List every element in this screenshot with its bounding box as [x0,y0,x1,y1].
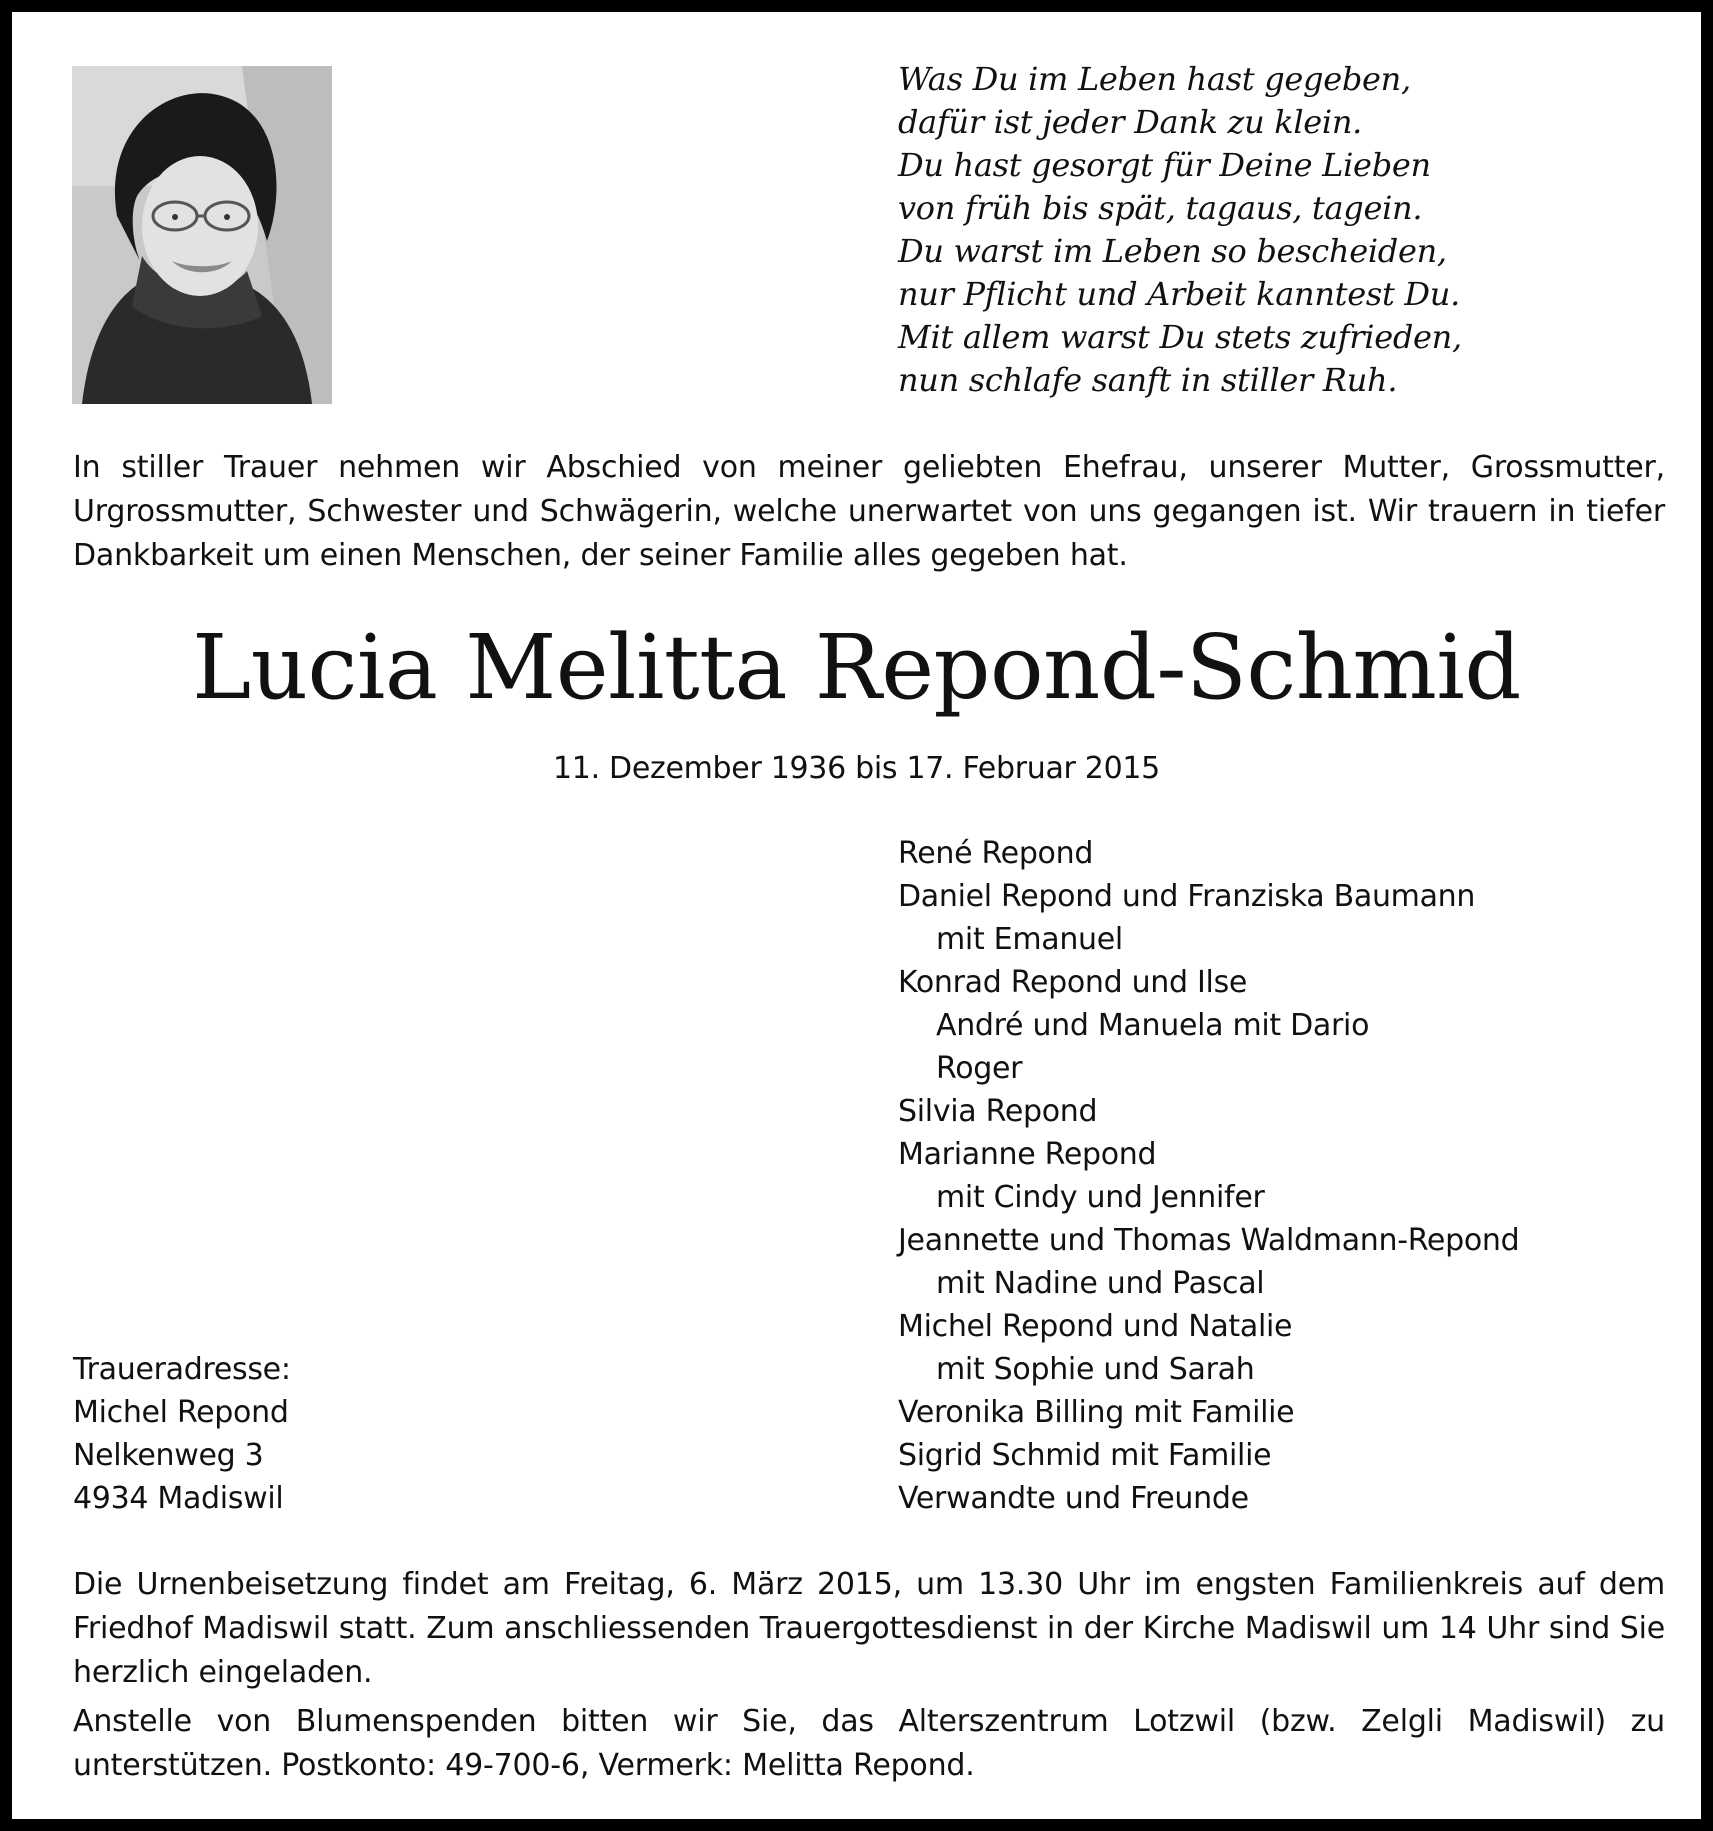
poem-line: Mit allem warst Du stets zufrieden, [898,318,1462,356]
mourner-line: Michel Repond und Natalie [898,1309,1293,1344]
donation-paragraph: Anstelle von Blumenspenden bitten wir Sie, das Alterszentrum Lotzwil (bzw. Zelgli Madiswil) zu unterstützen. Postkonto: 49-700-6, Vermerk: Melitta Repond. [73,1704,1665,1783]
mourners-list [898,832,1678,1520]
mourner-line: Sigrid Schmid mit Familie [898,1438,1272,1473]
poem-line: dafür ist jeder Dank zu klein. [898,103,1363,141]
deceased-name: Lucia Melitta Repond-Schmid [192,615,1521,719]
mourner-line: mit Sophie und Sarah [936,1352,1255,1387]
poem-line: Du warst im Leben so bescheiden, [898,232,1447,270]
mourner-line: Konrad Repond und Ilse [898,965,1248,1000]
mourner-line: mit Emanuel [936,922,1123,957]
mourner-line: Daniel Repond und Franziska Baumann [898,879,1476,914]
poem-line: Was Du im Leben hast gegeben, [898,60,1411,98]
poem-line: nun schlafe sanft in stiller Ruh. [898,361,1398,399]
poem-line: von früh bis spät, tagaus, tagein. [898,189,1423,227]
portrait-photo [72,66,332,404]
intro-paragraph: In stiller Trauer nehmen wir Abschied von meiner geliebten Ehefrau, unserer Mutter, Grossmutter, Urgrossmutter, Schwester und Schwägerin, welche unerwartet von uns gegangen ist. Wir trauern in tiefer Dankbarkeit um einen Menschen, der seiner Familie alles gegeben hat. [73,450,1665,573]
address-street: Nelkenweg 3 [73,1438,264,1473]
mourner-line: René Repond [898,836,1094,871]
address-city: 4934 Madiswil [73,1481,284,1516]
poem-line: nur Pflicht und Arbeit kanntest Du. [898,275,1460,313]
mourner-line: Marianne Repond [898,1137,1157,1172]
poem-line: Du hast gesorgt für Deine Lieben [898,146,1431,184]
address-name: Michel Repond [73,1395,289,1430]
burial-paragraph: Die Urnenbeisetzung findet am Freitag, 6. März 2015, um 13.30 Uhr im engsten Familienkreis auf dem Friedhof Madiswil statt. Zum anschliessenden Trauergottesdienst in der Kirche Madiswil um 14 Uhr sind Sie herzlich eingeladen. [73,1567,1665,1690]
mourner-line: mit Nadine und Pascal [936,1266,1265,1301]
address-label: Traueradresse: [73,1352,291,1387]
mourning-address [73,1348,673,1520]
mourner-line: Roger [936,1051,1023,1086]
mourner-line: Verwandte und Freunde [898,1481,1249,1516]
mourner-line: Veronika Billing mit Familie [898,1395,1295,1430]
mourner-line: Jeannette und Thomas Waldmann-Repond [898,1223,1520,1258]
mourner-line: André und Manuela mit Dario [936,1008,1370,1043]
memorial-poem [898,58,1678,402]
life-dates: 11. Dezember 1936 bis 17. Februar 2015 [553,751,1160,786]
mourner-line: mit Cindy und Jennifer [936,1180,1265,1215]
mourner-line: Silvia Repond [898,1094,1098,1129]
